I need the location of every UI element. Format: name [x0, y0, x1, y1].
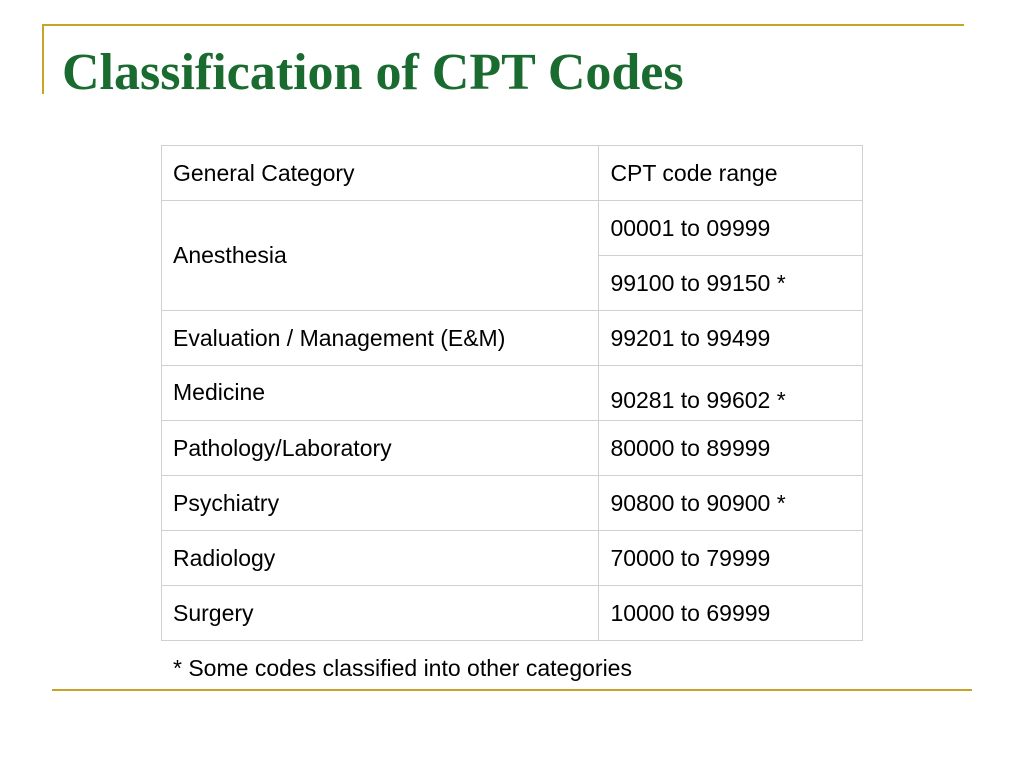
table-row	[162, 366, 863, 421]
top-accent-line	[42, 24, 964, 26]
table-row	[162, 421, 863, 476]
cpt-classification-table	[161, 145, 863, 641]
category-cell: Pathology/Laboratory	[162, 421, 599, 476]
range-cell: 00001 to 09999	[599, 201, 863, 256]
table-row	[162, 586, 863, 641]
slide-title: Classification of CPT Codes	[62, 44, 684, 101]
table-row	[162, 476, 863, 531]
category-cell: Evaluation / Management (E&M)	[162, 311, 599, 366]
category-cell: Radiology	[162, 531, 599, 586]
range-cell: 90800 to 90900 *	[599, 476, 863, 531]
footnote: * Some codes classified into other categories	[173, 655, 632, 681]
table-header-row	[162, 146, 863, 201]
range-cell: 70000 to 79999	[599, 531, 863, 586]
table-row	[162, 531, 863, 586]
range-cell: 99100 to 99150 *	[599, 256, 863, 311]
header-general-category: General Category	[162, 146, 599, 201]
table-row	[162, 201, 863, 256]
category-cell: Anesthesia	[162, 201, 599, 311]
header-cpt-code-range: CPT code range	[599, 146, 863, 201]
category-cell: Psychiatry	[162, 476, 599, 531]
category-cell: Medicine	[162, 366, 599, 421]
range-cell: 10000 to 69999	[599, 586, 863, 641]
table-row	[162, 311, 863, 366]
range-cell: 99201 to 99499	[599, 311, 863, 366]
range-cell: 90281 to 99602 *	[599, 366, 863, 421]
category-cell: Surgery	[162, 586, 599, 641]
left-accent-line	[42, 24, 44, 94]
range-cell: 80000 to 89999	[599, 421, 863, 476]
bottom-accent-line	[52, 689, 972, 691]
